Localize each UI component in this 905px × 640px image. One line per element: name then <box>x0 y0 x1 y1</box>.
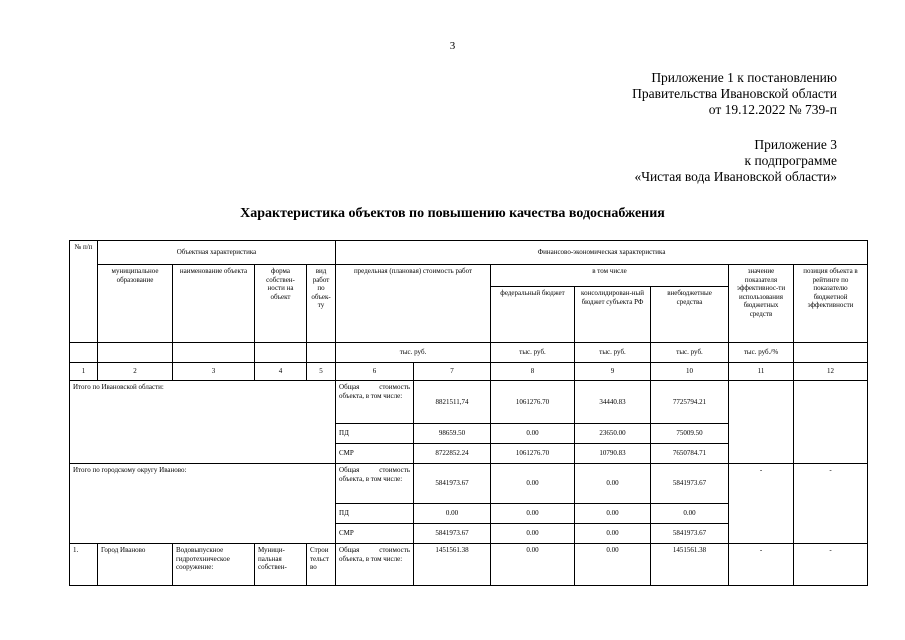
header-row-1 <box>70 241 868 265</box>
unit-efficiency: тыс. руб./% <box>729 343 794 363</box>
cell-total: 5841973.67 <box>414 464 491 504</box>
header-efficiency: значение показателя эффективнос-ти использования бюджетных средств <box>729 265 794 343</box>
cell-efficiency: - <box>729 464 794 544</box>
cell-consolidated: 0.00 <box>575 504 651 524</box>
col-number: 8 <box>491 363 575 381</box>
appendix-3-line-2: к подпрограмме <box>744 153 837 168</box>
col-number: 5 <box>307 363 336 381</box>
header-work-type: вид работ по объек-ту <box>307 265 336 343</box>
cell-consolidated: 0.00 <box>575 524 651 544</box>
header-municipal: муниципальное образование <box>98 265 173 343</box>
cell-consolidated: 0.00 <box>575 544 651 586</box>
col-number: 10 <box>651 363 729 381</box>
row-kind: Общая стоимость объекта, в том числе: <box>336 464 414 504</box>
col-number: 12 <box>794 363 868 381</box>
row-kind: ПД <box>336 424 414 444</box>
cell-federal: 0.00 <box>491 524 575 544</box>
cell-extrabudget: 7650784.71 <box>651 444 729 464</box>
unit-federal: тыс. руб. <box>491 343 575 363</box>
page-number: 3 <box>449 40 456 52</box>
appendix-3-line-1: Приложение 3 <box>754 137 837 152</box>
cell-extrabudget: 5841973.67 <box>651 524 729 544</box>
header-units-row <box>70 343 868 363</box>
col-number: 1 <box>70 363 98 381</box>
appendix-1-line-2: Правительства Ивановской области <box>632 86 837 101</box>
cell-total: 98659.50 <box>414 424 491 444</box>
cell-total: 8722852.24 <box>414 444 491 464</box>
cell-federal: 1061276.70 <box>491 381 575 424</box>
table-row <box>70 381 868 424</box>
column-numbers-row <box>70 363 868 381</box>
cell-extrabudget: 5841973.67 <box>651 464 729 504</box>
row-kind: ПД <box>336 504 414 524</box>
col-number: 2 <box>98 363 173 381</box>
item-municipal: Город Иваново <box>98 544 173 586</box>
item-object: Водовыпускное гидротехническое сооружение: <box>173 544 255 586</box>
col-number: 7 <box>414 363 491 381</box>
header-object-name: наименование объекта <box>173 265 255 343</box>
col-number: 4 <box>255 363 307 381</box>
cell-federal: 0.00 <box>491 504 575 524</box>
objects-table <box>69 240 868 586</box>
cell-total: 0.00 <box>414 504 491 524</box>
col-number: 9 <box>575 363 651 381</box>
cell-federal: 0.00 <box>491 544 575 586</box>
document-title: Характеристика объектов по повышению качества водоснабжения <box>240 206 665 221</box>
row-kind: Общая стоимость объекта, в том числе: <box>336 544 414 586</box>
cell-federal: 0.00 <box>491 464 575 504</box>
cell-total: 5841973.67 <box>414 524 491 544</box>
cell-total: 1451561.38 <box>414 544 491 586</box>
unit-consolidated: тыс. руб. <box>575 343 651 363</box>
header-financial-characteristics: Финансово-экономическая характеристика <box>336 241 868 265</box>
row-kind: СМР <box>336 524 414 544</box>
header-federal: федеральный бюджет <box>491 287 575 343</box>
cell-extrabudget: 75009.50 <box>651 424 729 444</box>
unit-max-cost: тыс. руб. <box>336 343 491 363</box>
cell-efficiency: - <box>729 544 794 586</box>
row-kind: Общая стоимость объекта, в том числе: <box>336 381 414 424</box>
header-extrabudget: внебюджетные средства <box>651 287 729 343</box>
cell-rating: - <box>794 464 868 544</box>
col-number: 11 <box>729 363 794 381</box>
table-row <box>70 544 868 586</box>
cell-extrabudget: 0.00 <box>651 504 729 524</box>
cell-extrabudget: 1451561.38 <box>651 544 729 586</box>
cell-consolidated: 23650.00 <box>575 424 651 444</box>
col-number: 6 <box>336 363 414 381</box>
appendix-3-line-3: «Чистая вода Ивановской области» <box>634 169 837 184</box>
row-kind: СМР <box>336 444 414 464</box>
col-number: 3 <box>173 363 255 381</box>
appendix-3-block <box>634 137 837 185</box>
header-row-2 <box>70 265 868 287</box>
appendix-1-block <box>632 70 837 118</box>
cell-federal: 1061276.70 <box>491 444 575 464</box>
cell-rating: - <box>794 544 868 586</box>
header-rating: позиция объекта в рейтинге по показателю бюджетной эффективности <box>794 265 868 343</box>
header-consolidated: консолидирован-ный бюджет субъекта РФ <box>575 287 651 343</box>
table-row <box>70 464 868 504</box>
cell-consolidated: 34440.83 <box>575 381 651 424</box>
header-max-cost: предельная (плановая) стоимость работ <box>336 265 491 343</box>
item-ownership: Муници-пальная собствен- <box>255 544 307 586</box>
appendix-1-line-3: от 19.12.2022 № 739-п <box>708 102 837 117</box>
cell-consolidated: 10790.83 <box>575 444 651 464</box>
cell-total: 8821511,74 <box>414 381 491 424</box>
item-work-type: Строи тельст во <box>307 544 336 586</box>
header-no: № п/п <box>70 241 98 343</box>
header-ownership: форма собствен-ности на объект <box>255 265 307 343</box>
item-no: 1. <box>70 544 98 586</box>
header-including: в том числе <box>491 265 729 287</box>
cell-federal: 0.00 <box>491 424 575 444</box>
cell-extrabudget: 7725794.21 <box>651 381 729 424</box>
total-region-label: Итого по Ивановской области: <box>70 381 336 464</box>
unit-extrabudget: тыс. руб. <box>651 343 729 363</box>
header-object-characteristics: Объектная характеристика <box>98 241 336 265</box>
cell-consolidated: 0.00 <box>575 464 651 504</box>
total-city-label: Итого по городскому округу Иваново: <box>70 464 336 544</box>
appendix-1-line-1: Приложение 1 к постановлению <box>651 70 837 85</box>
